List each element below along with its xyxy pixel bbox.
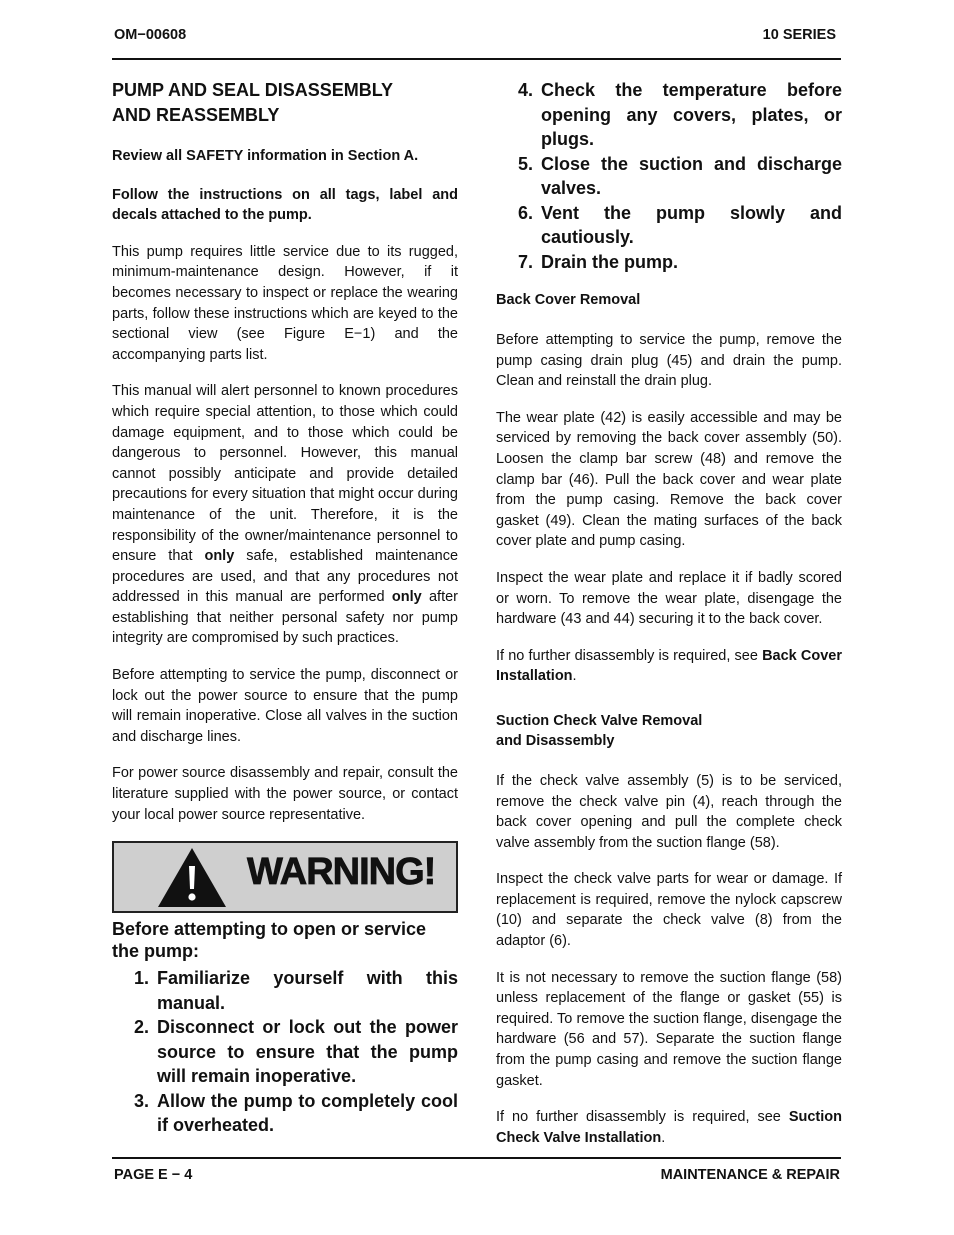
check-valve-paragraph-2: Inspect the check valve parts for wear or damage. If replacement is required, remove the nylock capscrew (10) and separate the check valve (8) from the adaptor (6). (496, 871, 842, 950)
list-item: 1. Familiarize yourself with this manual. (134, 968, 458, 1013)
list-item: 5. Close the suction and discharge valves. (518, 153, 842, 198)
check-valve-paragraph-4: If no further disassembly is required, see Suction Check Valve Installation. (496, 1109, 842, 1146)
back-cover-paragraph-1: Before attempting to service the pump, remove the pump casing drain plug (45) and drain the pump. Clean and reinstall the drain plug. (496, 332, 842, 390)
warning-steps-left (112, 966, 458, 1138)
footer-rule (112, 1157, 841, 1159)
warning-triangle-icon (156, 846, 228, 909)
page-number: PAGE E − 4 (114, 1167, 193, 1183)
manual-alert-paragraph: This manual will alert personnel to known procedures which require special attention, to those which could damage equipment, and to those which could be dangerous to personnel. However, this manual cannot possibly anticipate and provide detailed precautions for every situation that might occur during maintenance of the unit. Therefore, it is the responsibility of the owner/maintenance personnel to ensure that only safe, established maintenance procedures are used, and that any procedures not addressed in this manual are performed only after establishing that neither personal safety nor pump integrity are compromised by such practices. (112, 383, 459, 647)
section-title-line-2: AND REASSEMBLY (112, 105, 280, 125)
warning-steps-right (496, 78, 842, 274)
cross-reference: Back Cover Installation (496, 647, 843, 685)
series-label: 10 SERIES (762, 27, 836, 43)
document-id: OM−00608 (114, 27, 187, 43)
power-source-paragraph: For power source disassembly and repair, consult the literature supplied with the power source, or contact your local power source representative. (112, 765, 458, 823)
back-cover-paragraph-2: The wear plate (42) is easily accessible and may be serviced by removing the back cover assembly (50). Loosen the clamp bar screw (48) and remove the clamp bar (46). Pull the back cover and wear plate from the pump casing. Remove the back cover gasket (49). Clean the mating surfaces of the back cover plate and pump casing. (496, 409, 842, 550)
section-name: MAINTENANCE & REPAIR (660, 1167, 840, 1183)
section-title-line-1: PUMP AND SEAL DISASSEMBLY (112, 80, 394, 100)
warning-label: WARNING! (247, 851, 436, 894)
warning-banner (112, 841, 458, 913)
cross-reference: Suction Check Valve Installation (496, 1109, 842, 1146)
right-column (496, 78, 842, 1164)
check-valve-heading: Suction Check Valve Removal and Disassembly (496, 712, 703, 749)
back-cover-heading: Back Cover Removal (496, 292, 641, 308)
check-valve-paragraph-3: It is not necessary to remove the suction flange (58) unless replacement of the flange or gasket (55) is required. To remove the suction flange, disengage the hardware (56 and 57). Separate the suction flange from the pump casing and remove the suction flange gasket. (496, 969, 842, 1089)
list-item: 3. Allow the pump to completely cool if overheated. (134, 1090, 458, 1136)
left-column (112, 78, 458, 1138)
header-rule (112, 58, 841, 60)
back-cover-paragraph-4: If no further disassembly is required, see Back Cover Installation. (496, 647, 843, 685)
tags-note: Follow the instructions on all tags, label and decals attached to the pump. (112, 186, 458, 224)
warning-intro: Before attempting to open or service the pump: (112, 919, 427, 962)
section-title (112, 78, 458, 128)
list-item: 2. Disconnect or lock out the power source to ensure that the pump will remain inoperative. (134, 1017, 458, 1087)
intro-paragraph: This pump requires little service due to its rugged, minimum-maintenance design. However, if it becomes necessary to inspect or replace the wearing parts, follow these instructions which are keyed to the sectional view (see Figure E−1) and the accompanying parts list. (112, 243, 458, 363)
power-lockout-paragraph: Before attempting to service the pump, disconnect or lock out the power source to ensure that the pump will remain inoperative. Close all valves in the suction and discharge lines. (112, 667, 458, 745)
check-valve-paragraph-1: If the check valve assembly (5) is to be serviced, remove the check valve pin (4), reach through the back cover opening and pull the complete check valve assembly from the suction flange (58). (496, 772, 842, 851)
emphasis-only-2: only (391, 589, 422, 606)
emphasis-only-1: only (204, 548, 235, 565)
list-item: 6. Vent the pump slowly and cautiously. (518, 202, 842, 247)
list-item: 4. Check the temperature before opening any covers, plates, or plugs. (518, 80, 842, 149)
back-cover-paragraph-3: Inspect the wear plate and replace it if badly scored or worn. To remove the wear plate, disengage the hardware (43 and 44) securing it to the back cover. (496, 569, 842, 628)
list-item: 7. Drain the pump. (518, 251, 679, 272)
safety-note: Review all SAFETY information in Section A. (112, 148, 419, 164)
